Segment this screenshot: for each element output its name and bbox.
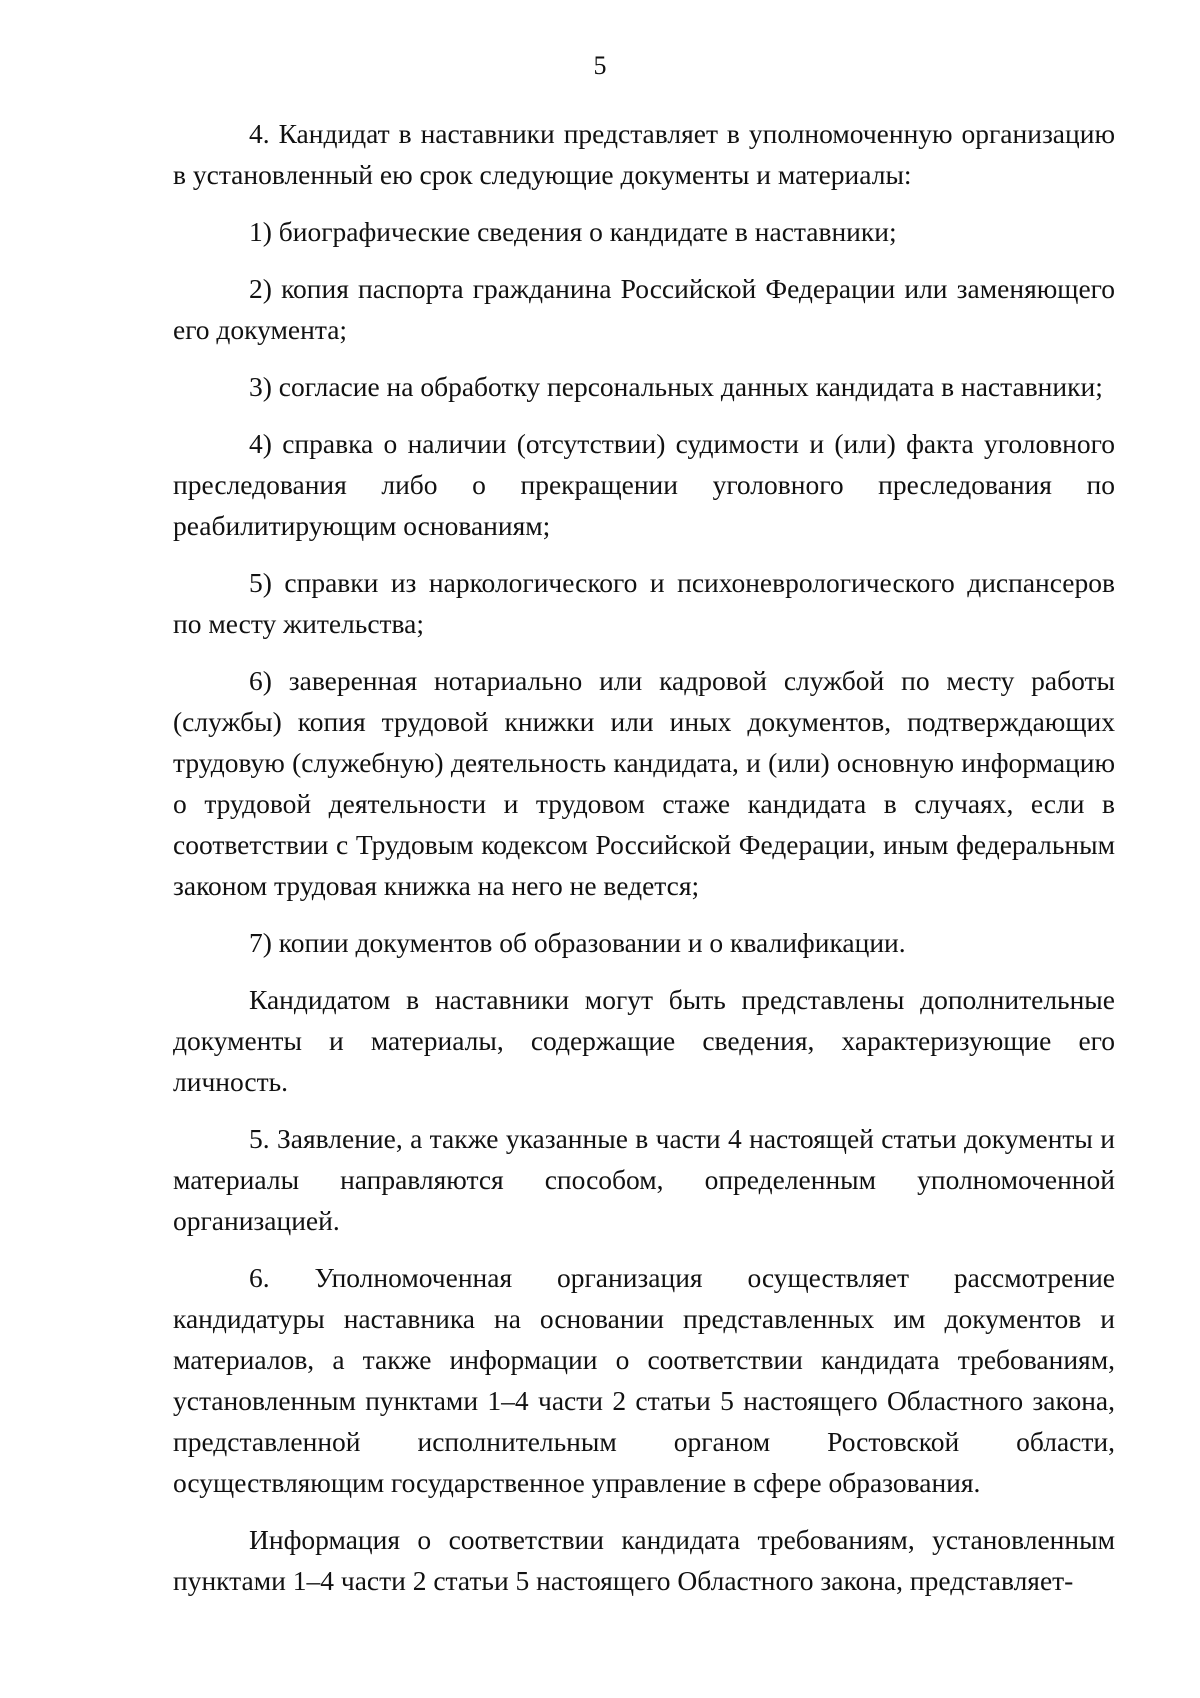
paragraph-item-6: 6. Уполномоченная организация осуществляет рассмотрение кандидатуры наставника на основании представленных им документов и материалов, а также информации о соответствии кандидата требованиям, установленным пунктами 1–4 части 2 статьи 5 настоящего Областного закона, представленной исполнительным органом Ростовской области, осуществляющим государственное управление в сфере образования. bbox=[173, 1262, 1115, 1498]
list-item-4: 4) справка о наличии (отсутствии) судимости и (или) факта уголовного преследования либо о прекращении уголовного преследования по реабилитирующим основаниям; bbox=[173, 428, 1115, 541]
paragraph-compliance-info: Информация о соответствии кандидата требованиям, установленным пунктами 1–4 части 2 статьи 5 настоящего Областного закона, представляет- bbox=[173, 1524, 1115, 1596]
document-body bbox=[173, 113, 1115, 1617]
list-item-6: 6) заверенная нотариально или кадровой службой по месту работы (службы) копия трудовой книжки или иных документов, подтверждающих трудовую (служебную) деятельность кандидата, и (или) основную информацию о трудовой деятельности и трудовом стаже кандидата в случаях, если в соответствии с Трудовым кодексом Российской Федерации, иным федеральным законом трудовая книжка на него не ведется; bbox=[173, 665, 1115, 901]
list-item-3: 3) согласие на обработку персональных данных кандидата в наставники; bbox=[249, 371, 1103, 402]
paragraph-item-5: 5. Заявление, а также указанные в части 4 настоящей статьи документы и материалы направляются способом, определенным уполномоченной организацией. bbox=[173, 1123, 1115, 1236]
list-item-1: 1) биографические сведения о кандидате в наставники; bbox=[249, 216, 897, 247]
page-number: 5 bbox=[593, 51, 607, 80]
list-item-7: 7) копии документов об образовании и о квалификации. bbox=[249, 927, 906, 958]
list-item-2: 2) копия паспорта гражданина Российской Федерации или заменяющего его документа; bbox=[173, 273, 1115, 345]
paragraph-item-4-intro: 4. Кандидат в наставники представляет в уполномоченную организацию в установленный ею срок следующие документы и материалы: bbox=[173, 118, 1115, 190]
paragraph-additional-documents: Кандидатом в наставники могут быть представлены дополнительные документы и материалы, содержащие сведения, характеризующие его личность. bbox=[173, 984, 1115, 1097]
list-item-5: 5) справки из наркологического и психоневрологического диспансеров по месту жительства; bbox=[173, 567, 1115, 639]
